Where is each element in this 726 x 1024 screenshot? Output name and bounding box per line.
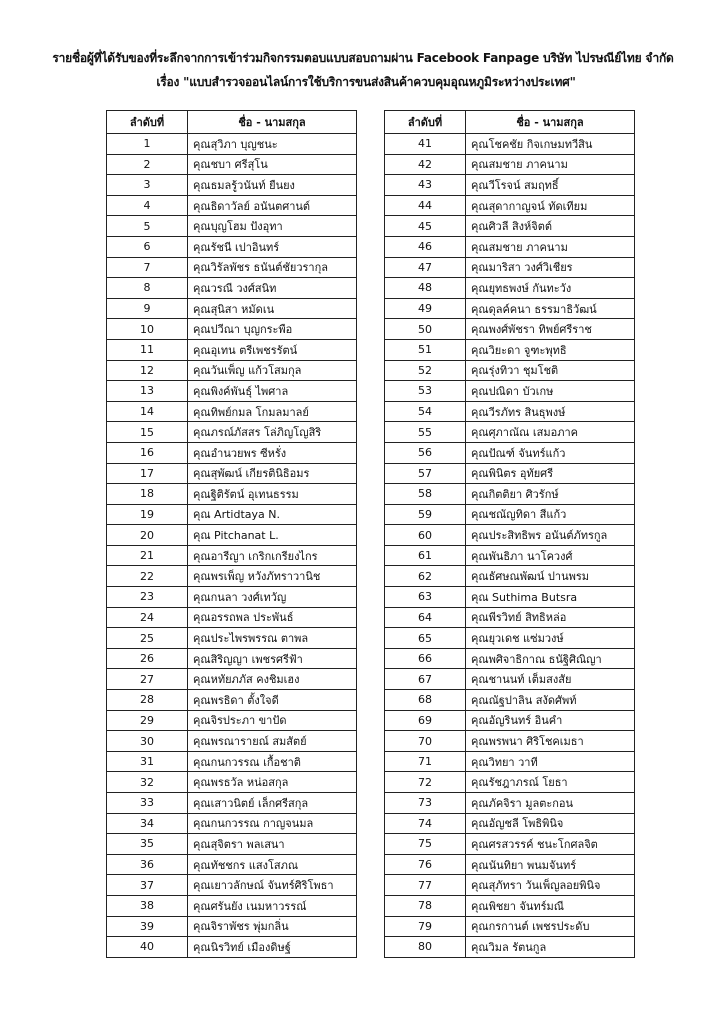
- table-row: [385, 278, 635, 299]
- table-row: [385, 422, 635, 443]
- table-row: [107, 484, 357, 505]
- row-number: 12: [107, 360, 188, 381]
- table-row: [385, 525, 635, 546]
- table-row: [385, 216, 635, 237]
- table-row: [385, 937, 635, 958]
- row-full-name: คุณพรณารายณ์ สมสัตย์: [188, 731, 357, 752]
- row-full-name: คุณณัฐปาลิน สงัดศัพท์: [466, 690, 635, 711]
- row-full-name: คุณปวีณา บุญกระพือ: [188, 319, 357, 340]
- row-number: 58: [385, 484, 466, 505]
- table-row: [107, 381, 357, 402]
- row-full-name: คุณพรพนา ศิริโชคเมธา: [466, 731, 635, 752]
- row-number: 66: [385, 648, 466, 669]
- row-full-name: คุณสุดากาญจน์ ทัดเทียม: [466, 195, 635, 216]
- table-row: [385, 854, 635, 875]
- row-full-name: คุณพีรวิทย์ สิทธิหล่อ: [466, 607, 635, 628]
- row-number: 20: [107, 525, 188, 546]
- table-row: [385, 339, 635, 360]
- table-row: [385, 154, 635, 175]
- table-row: [107, 875, 357, 896]
- table-row: [385, 587, 635, 608]
- row-number: 25: [107, 628, 188, 649]
- row-number: 43: [385, 175, 466, 196]
- row-number: 79: [385, 916, 466, 937]
- row-full-name: คุณธมลรู้วนันท์ ยืนยง: [188, 175, 357, 196]
- table-row: [385, 504, 635, 525]
- row-full-name: คุณพินิตร อุทัยศรี: [466, 463, 635, 484]
- row-number: 7: [107, 257, 188, 278]
- table-row: [385, 401, 635, 422]
- table-row: [385, 813, 635, 834]
- row-number: 73: [385, 793, 466, 814]
- table-row: [107, 772, 357, 793]
- table-row: [385, 875, 635, 896]
- row-full-name: คุณอารีญา เกริกเกรียงไกร: [188, 545, 357, 566]
- row-full-name: คุณปณิดา บัวเกษ: [466, 381, 635, 402]
- row-number: 22: [107, 566, 188, 587]
- table-row: [107, 278, 357, 299]
- row-full-name: คุณศุภาณัณ เสมอภาค: [466, 422, 635, 443]
- row-full-name: คุณธัศษณพัฒน์ ปานพรม: [466, 566, 635, 587]
- row-full-name: คุณพศิจาธิกาณ ธนัฐิศิณิญา: [466, 648, 635, 669]
- row-number: 56: [385, 442, 466, 463]
- table-row: [385, 731, 635, 752]
- table-row: [107, 566, 357, 587]
- table-row: [385, 669, 635, 690]
- row-number: 3: [107, 175, 188, 196]
- table-row: [107, 916, 357, 937]
- row-number: 51: [385, 339, 466, 360]
- row-number: 15: [107, 422, 188, 443]
- row-full-name: คุณอำนวยพร ซีหรั่ง: [188, 442, 357, 463]
- table-row: [385, 442, 635, 463]
- row-number: 50: [385, 319, 466, 340]
- document-header: [20, 46, 706, 94]
- row-full-name: คุณ Suthima Butsra: [466, 587, 635, 608]
- row-full-name: คุณพิชยา จันทร์มณี: [466, 895, 635, 916]
- table-row: [107, 339, 357, 360]
- row-number: 45: [385, 216, 466, 237]
- table-row: [107, 669, 357, 690]
- row-full-name: คุณทิพย์กมล โกมลมาลย์: [188, 401, 357, 422]
- row-number: 67: [385, 669, 466, 690]
- table-row: [107, 298, 357, 319]
- table-row: [385, 916, 635, 937]
- table-row: [107, 607, 357, 628]
- table-row: [107, 545, 357, 566]
- row-number: 18: [107, 484, 188, 505]
- row-full-name: คุณวรณี วงศ์สนิท: [188, 278, 357, 299]
- row-full-name: คุณกรกานต์ เพชรประดับ: [466, 916, 635, 937]
- table-header-row: [107, 111, 357, 134]
- row-full-name: คุณอุเทน ตรีเพชรรัตน์: [188, 339, 357, 360]
- table-row: [107, 525, 357, 546]
- table-row: [385, 607, 635, 628]
- table-row: [385, 175, 635, 196]
- row-full-name: คุณวันเพ็ญ แก้วโสมกุล: [188, 360, 357, 381]
- row-full-name: คุณวิรัลพัชร ธนันต์ชัยวรากุล: [188, 257, 357, 278]
- row-number: 5: [107, 216, 188, 237]
- row-number: 75: [385, 834, 466, 855]
- table-row: [385, 834, 635, 855]
- row-full-name: คุณชบา ศรีสุโน: [188, 154, 357, 175]
- row-number: 47: [385, 257, 466, 278]
- row-number: 80: [385, 937, 466, 958]
- table-row: [107, 587, 357, 608]
- row-number: 59: [385, 504, 466, 525]
- row-full-name: คุณศรสวรรค์ ชนะโกศลจิต: [466, 834, 635, 855]
- row-number: 14: [107, 401, 188, 422]
- row-full-name: คุณประไพรพรรณ ตาพล: [188, 628, 357, 649]
- row-number: 2: [107, 154, 188, 175]
- row-number: 69: [385, 710, 466, 731]
- row-number: 54: [385, 401, 466, 422]
- table-row: [107, 854, 357, 875]
- row-full-name: คุณสมชาย ภาคนาม: [466, 236, 635, 257]
- row-full-name: คุณวิมล รัตนกูล: [466, 937, 635, 958]
- row-number: 64: [385, 607, 466, 628]
- table-row: [107, 195, 357, 216]
- row-number: 72: [385, 772, 466, 793]
- row-number: 39: [107, 916, 188, 937]
- row-number: 77: [385, 875, 466, 896]
- row-number: 49: [385, 298, 466, 319]
- row-number: 28: [107, 690, 188, 711]
- row-full-name: คุณโชคชัย กิจเกษมทวีสิน: [466, 134, 635, 155]
- row-full-name: คุณภรณ์ภัสสร โล่ภิญโญสิริ: [188, 422, 357, 443]
- row-number: 6: [107, 236, 188, 257]
- row-full-name: คุณพันธิภา นาโควงศ์: [466, 545, 635, 566]
- row-full-name: คุณนิรวิทย์ เมืองดิษฐ์: [188, 937, 357, 958]
- row-full-name: คุณสุพัฒน์ เกียรตินิธิอมร: [188, 463, 357, 484]
- table-row: [107, 257, 357, 278]
- table-row: [107, 175, 357, 196]
- row-full-name: คุณวีโรจน์ สมฤทธิ์: [466, 175, 635, 196]
- row-number: 42: [385, 154, 466, 175]
- table-row: [385, 463, 635, 484]
- table-row: [107, 793, 357, 814]
- row-number: 71: [385, 751, 466, 772]
- row-full-name: คุณชณัญทิดา สีแก้ว: [466, 504, 635, 525]
- table-row: [107, 648, 357, 669]
- row-full-name: คุณทัชชกร แสงโสภณ: [188, 854, 357, 875]
- table-row: [107, 154, 357, 175]
- row-number: 17: [107, 463, 188, 484]
- row-number: 61: [385, 545, 466, 566]
- row-full-name: คุณวิยะดา จูฑะพุทธิ: [466, 339, 635, 360]
- row-number: 21: [107, 545, 188, 566]
- table-row: [385, 690, 635, 711]
- table-row: [107, 690, 357, 711]
- row-full-name: คุณศรันยัง เนมหาวรรณ์: [188, 895, 357, 916]
- table-row: [107, 463, 357, 484]
- row-number: 37: [107, 875, 188, 896]
- row-number: 29: [107, 710, 188, 731]
- table-row: [107, 751, 357, 772]
- table-row: [107, 937, 357, 958]
- row-number: 68: [385, 690, 466, 711]
- row-number: 62: [385, 566, 466, 587]
- row-number: 65: [385, 628, 466, 649]
- row-number: 74: [385, 813, 466, 834]
- row-number: 26: [107, 648, 188, 669]
- table-row: [107, 504, 357, 525]
- row-full-name: คุณยุวเดช แซ่มวงษ์: [466, 628, 635, 649]
- row-full-name: คุณชานนท์ เต็มสงสัย: [466, 669, 635, 690]
- table-row: [107, 813, 357, 834]
- row-full-name: คุณภัคจิรา มูลตะกอน: [466, 793, 635, 814]
- row-number: 19: [107, 504, 188, 525]
- row-full-name: คุณกิตติยา ศิวรักษ์: [466, 484, 635, 505]
- row-full-name: คุณพรเพ็ญ หวังภัทราวานิช: [188, 566, 357, 587]
- row-number: 23: [107, 587, 188, 608]
- row-number: 76: [385, 854, 466, 875]
- row-full-name: คุณอรรถพล ประพันธ์: [188, 607, 357, 628]
- row-full-name: คุณเสาวนิตย์ เล็กศรีสกุล: [188, 793, 357, 814]
- row-number: 4: [107, 195, 188, 216]
- row-full-name: คุณรัชฎาภรณ์ โยธา: [466, 772, 635, 793]
- row-full-name: คุณธิดาวัลย์ อนันตศานต์: [188, 195, 357, 216]
- row-full-name: คุณสุภัทรา วันเพ็ญลอยพินิจ: [466, 875, 635, 896]
- table-row: [107, 360, 357, 381]
- row-full-name: คุณนันทิยา พนมจันทร์: [466, 854, 635, 875]
- row-number: 53: [385, 381, 466, 402]
- row-full-name: คุณพรธิดา ตั้งใจดี: [188, 690, 357, 711]
- row-number: 48: [385, 278, 466, 299]
- row-full-name: คุณสุนิสา หมัดเน: [188, 298, 357, 319]
- row-full-name: คุณอัญชลี โพธิพินิจ: [466, 813, 635, 834]
- row-full-name: คุณจิราพัชร พุ่มกลิ่น: [188, 916, 357, 937]
- table-row: [385, 710, 635, 731]
- row-full-name: คุณอัญรินทร์ อินคำ: [466, 710, 635, 731]
- winners-table-right: [384, 110, 635, 958]
- winners-table-left: [106, 110, 357, 958]
- row-full-name: คุณวิทยา วาที: [466, 751, 635, 772]
- table-row: [385, 319, 635, 340]
- document-subject: เรื่อง "แบบสำรวจออนไลน์การใช้บริการขนส่งสินค้าควบคุมอุณหภูมิระหว่างประเทศ": [156, 75, 576, 89]
- row-number: 10: [107, 319, 188, 340]
- row-number: 52: [385, 360, 466, 381]
- row-full-name: คุณยุทธพงษ์ กันทะวัง: [466, 278, 635, 299]
- row-full-name: คุณกนลา วงศ์เทวัญ: [188, 587, 357, 608]
- column-header-name: ชื่อ - นามสกุล: [466, 111, 635, 134]
- table-row: [107, 731, 357, 752]
- row-number: 27: [107, 669, 188, 690]
- row-full-name: คุณรุ่งทิวา ชุมโชติ: [466, 360, 635, 381]
- row-number: 34: [107, 813, 188, 834]
- row-full-name: คุณ Pitchanat L.: [188, 525, 357, 546]
- row-number: 60: [385, 525, 466, 546]
- row-number: 63: [385, 587, 466, 608]
- table-row: [385, 628, 635, 649]
- row-number: 32: [107, 772, 188, 793]
- row-full-name: คุณหทัยภภัส คงชิมเฮง: [188, 669, 357, 690]
- row-number: 8: [107, 278, 188, 299]
- row-number: 41: [385, 134, 466, 155]
- table-row: [385, 236, 635, 257]
- table-row: [385, 484, 635, 505]
- row-number: 11: [107, 339, 188, 360]
- table-row: [385, 298, 635, 319]
- row-number: 36: [107, 854, 188, 875]
- table-row: [107, 628, 357, 649]
- table-row: [385, 195, 635, 216]
- row-number: 35: [107, 834, 188, 855]
- column-header-number: ลำดับที่: [385, 111, 466, 134]
- row-full-name: คุณบุญโฮม ปังอุทา: [188, 216, 357, 237]
- row-full-name: คุณวีรภัทร สินธุพงษ์: [466, 401, 635, 422]
- row-number: 1: [107, 134, 188, 155]
- column-header-number: ลำดับที่: [107, 111, 188, 134]
- table-row: [385, 545, 635, 566]
- table-row: [107, 216, 357, 237]
- table-header-row: [385, 111, 635, 134]
- row-number: 44: [385, 195, 466, 216]
- row-full-name: คุณเยาวลักษณ์ จันทร์ศิริโพธา: [188, 875, 357, 896]
- column-header-name: ชื่อ - นามสกุล: [188, 111, 357, 134]
- table-row: [107, 422, 357, 443]
- row-full-name: คุณประสิทธิพร อนันต์ภัทรกูล: [466, 525, 635, 546]
- row-full-name: คุณศิวลี สิงห์จิตต์: [466, 216, 635, 237]
- document-title: รายชื่อผู้ที่ได้รับของที่ระลึกจากการเข้าร่วมกิจกรรมตอบแบบสอบถามผ่าน Facebook Fanpage บริษัท ไปรษณีย์ไทย จำกัด: [52, 51, 674, 65]
- row-number: 70: [385, 731, 466, 752]
- row-number: 30: [107, 731, 188, 752]
- row-number: 33: [107, 793, 188, 814]
- row-number: 46: [385, 236, 466, 257]
- row-number: 57: [385, 463, 466, 484]
- table-row: [385, 381, 635, 402]
- table-row: [107, 401, 357, 422]
- row-number: 40: [107, 937, 188, 958]
- table-row: [385, 772, 635, 793]
- row-full-name: คุณพิงค์พันธุ์ ไพศาล: [188, 381, 357, 402]
- table-row: [385, 257, 635, 278]
- table-row: [107, 710, 357, 731]
- table-row: [385, 751, 635, 772]
- table-row: [385, 360, 635, 381]
- row-number: 78: [385, 895, 466, 916]
- table-row: [385, 895, 635, 916]
- row-full-name: คุณจิรประภา ขาปัด: [188, 710, 357, 731]
- row-full-name: คุณกนกวรรณ เกื้อชาติ: [188, 751, 357, 772]
- row-number: 38: [107, 895, 188, 916]
- table-row: [107, 319, 357, 340]
- row-full-name: คุณมาริสา วงศ์วิเชียร: [466, 257, 635, 278]
- row-number: 16: [107, 442, 188, 463]
- row-number: 31: [107, 751, 188, 772]
- row-full-name: คุณปัณฑ์ จันทร์แก้ว: [466, 442, 635, 463]
- row-full-name: คุณ Artidtaya N.: [188, 504, 357, 525]
- row-number: 55: [385, 422, 466, 443]
- row-full-name: คุณกนกวรรณ กาญจนมล: [188, 813, 357, 834]
- table-row: [385, 566, 635, 587]
- row-full-name: คุณสุจิตรา พลเสนา: [188, 834, 357, 855]
- row-number: 9: [107, 298, 188, 319]
- row-full-name: คุณสมชาย ภาคนาม: [466, 154, 635, 175]
- row-full-name: คุณสุวิภา บุญชนะ: [188, 134, 357, 155]
- table-row: [385, 793, 635, 814]
- row-full-name: คุณพงศ์พัชรา ทิพย์ศรีราช: [466, 319, 635, 340]
- table-row: [107, 442, 357, 463]
- table-row: [107, 134, 357, 155]
- row-full-name: คุณพรธวัล หน่อสกุล: [188, 772, 357, 793]
- row-full-name: คุณสิริญญา เพชรศรีฟ้า: [188, 648, 357, 669]
- row-number: 24: [107, 607, 188, 628]
- table-row: [107, 236, 357, 257]
- row-full-name: คุณดุลค์คนา ธรรมาธิวัฒน์: [466, 298, 635, 319]
- row-full-name: คุณรัชนี เปาอินทร์: [188, 236, 357, 257]
- table-row: [107, 895, 357, 916]
- row-number: 13: [107, 381, 188, 402]
- row-full-name: คุณฐิติรัตน์ อุเทนธรรม: [188, 484, 357, 505]
- table-row: [385, 134, 635, 155]
- table-row: [107, 834, 357, 855]
- table-row: [385, 648, 635, 669]
